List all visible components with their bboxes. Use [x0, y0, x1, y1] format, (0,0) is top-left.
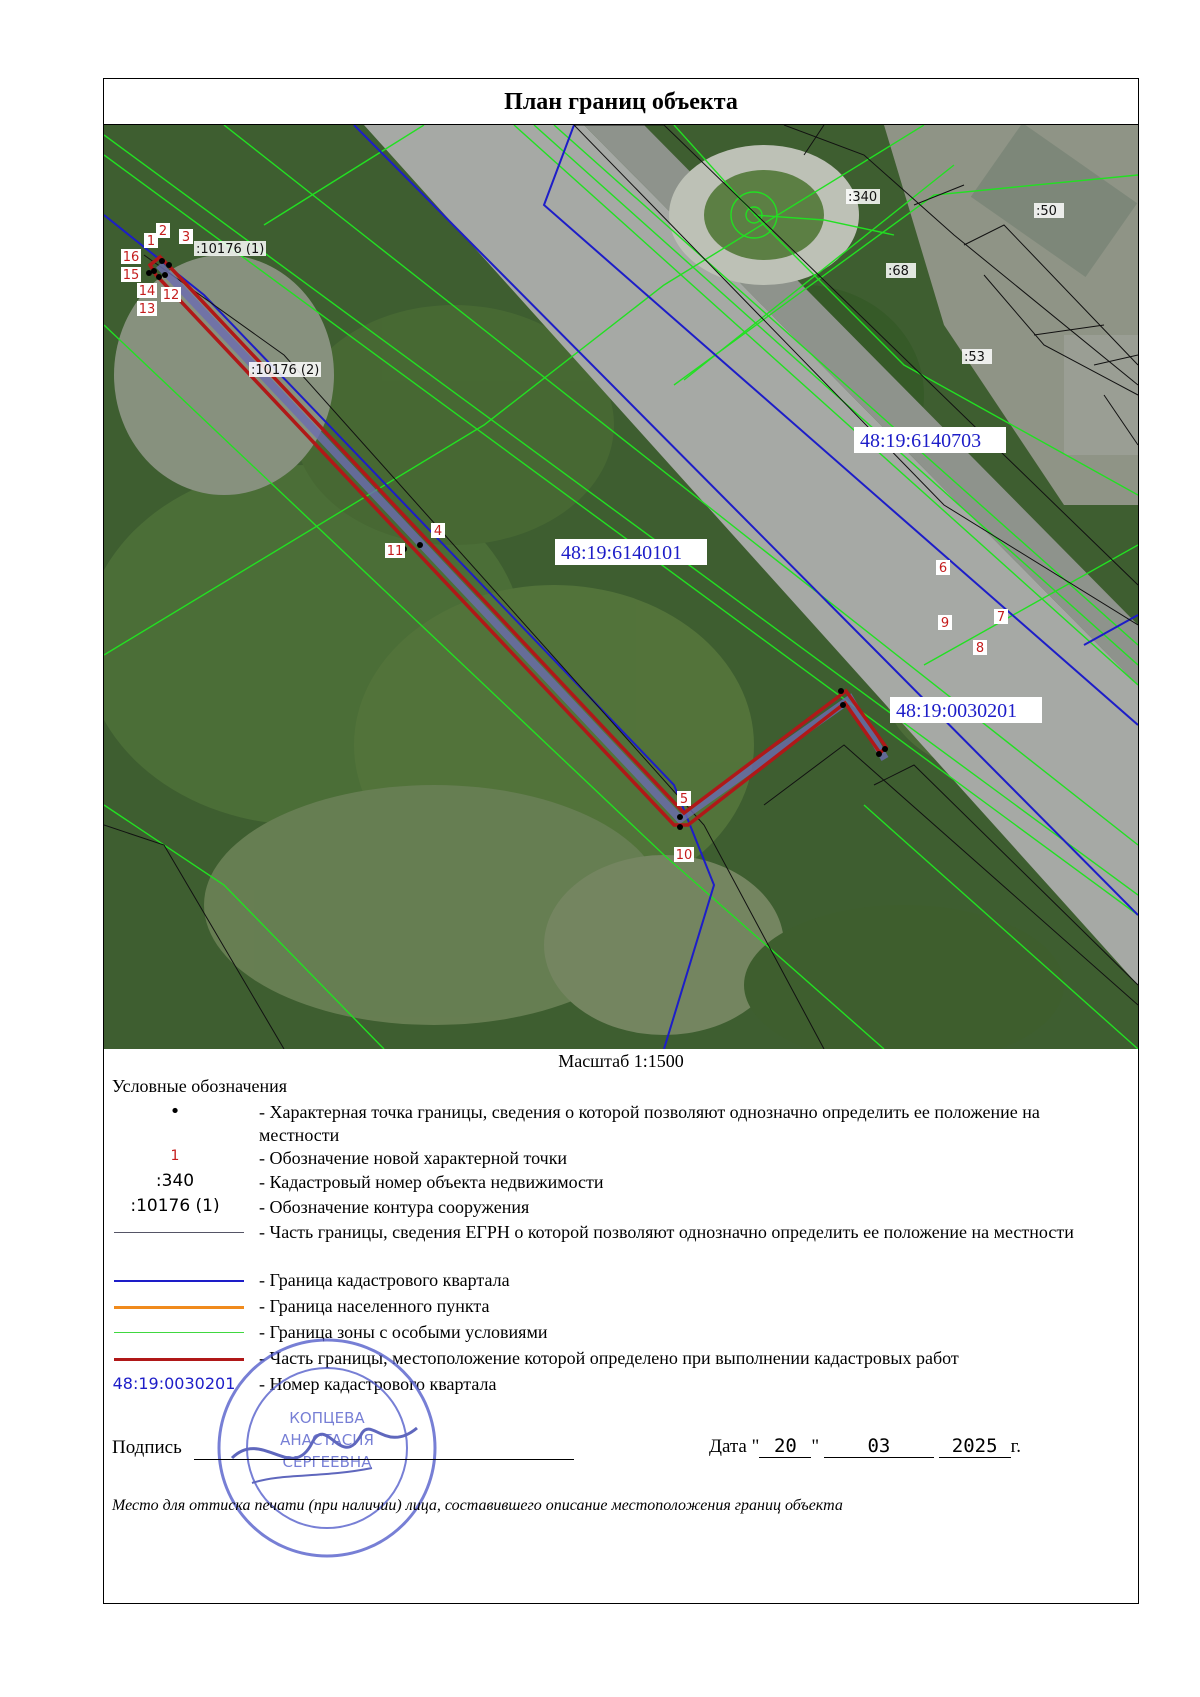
point-label: 1 [146, 234, 156, 249]
document-frame [103, 78, 1139, 1604]
point-label: 12 [162, 288, 180, 303]
legend-row-contour [104, 1196, 1138, 1220]
map-canvas [104, 125, 1138, 1049]
legend-row-point [104, 1101, 1138, 1145]
stamp-line: АНАСТАСИЯ [280, 1431, 374, 1449]
stamp-place-note: Место для оттиска печати (при наличии) лица, составившего описание местоположения границ объекта [112, 1497, 843, 1514]
legend-text: - Характерная точка границы, сведения о которой позволяют однозначно определить ее положение на местности [259, 1102, 1040, 1145]
point-label: 9 [940, 616, 950, 631]
quarter-number-symbol: 48:19:0030201 [112, 1374, 236, 1393]
point-label: 8 [975, 641, 985, 656]
quarter-label: 48:19:0030201 [896, 700, 1018, 722]
scale-label: Масштаб 1:1500 [558, 1051, 684, 1071]
date-quote: " [811, 1436, 820, 1457]
legend-text: - Часть границы, сведения ЕГРН о которой позволяют однозначно определить ее положение на местности [259, 1222, 1074, 1242]
parcel-label: :68 [888, 264, 909, 279]
parcel-label: :53 [964, 350, 985, 365]
page-title: План границ объекта [104, 79, 1138, 125]
legend-row-settlement [104, 1295, 1138, 1319]
legend-row-new-point [104, 1147, 1138, 1171]
point-label: 7 [996, 610, 1006, 625]
point-label: 14 [138, 284, 156, 299]
point-label: 2 [158, 224, 168, 239]
date-label: Дата " [709, 1436, 760, 1457]
point-label: 16 [122, 250, 140, 265]
contour-label: :10176 (1) [196, 242, 265, 257]
legend-text: - Номер кадастрового квартала [259, 1374, 497, 1394]
cadastral-symbol: :340 [155, 1171, 195, 1191]
legend-row-quarter [104, 1269, 1138, 1293]
stamp-seal [212, 1333, 442, 1563]
contour-symbol: :10176 (1) [130, 1196, 220, 1216]
point-label: 3 [181, 230, 191, 245]
quarter-label: 48:19:6140703 [860, 430, 982, 452]
point-label: 10 [675, 848, 693, 863]
point-label: 15 [122, 268, 140, 283]
legend-text: - Обозначение новой характерной точки [259, 1148, 568, 1168]
legend-heading: Условные обозначения [112, 1076, 288, 1096]
signature-label: Подпись [112, 1437, 182, 1458]
map-view[interactable] [104, 125, 1138, 1049]
stamp-line: КОПЦЕВА [289, 1409, 365, 1427]
point-label: 4 [433, 524, 443, 539]
quarter-line-symbol [114, 1280, 244, 1282]
new-point-symbol: 1 [170, 1148, 180, 1164]
date-block [709, 1435, 1021, 1458]
point-symbol: • [169, 1101, 181, 1122]
egrn-line-symbol [114, 1232, 244, 1233]
legend-row-cadastral [104, 1171, 1138, 1195]
contour-label: :10176 (2) [251, 363, 320, 378]
parcel-label: :50 [1036, 204, 1057, 219]
legend-text: - Граница зоны с особыми условиями [259, 1322, 548, 1342]
legend-text: - Обозначение контура сооружения [259, 1197, 530, 1217]
quarter-label: 48:19:6140101 [561, 542, 683, 564]
point-label: 6 [938, 561, 948, 576]
date-year[interactable]: 2025 [939, 1435, 1011, 1458]
legend-text: - Граница населенного пункта [259, 1296, 490, 1316]
legend-text: - Кадастровый номер объекта недвижимости [259, 1172, 604, 1192]
date-month[interactable]: 03 [824, 1435, 934, 1458]
point-label: 13 [138, 302, 156, 317]
plaza-green [704, 170, 824, 260]
stamp-line: СЕРГЕЕВНА [282, 1453, 372, 1471]
date-day[interactable]: 20 [759, 1435, 811, 1458]
point-label: 11 [386, 544, 404, 559]
settlement-line-symbol [114, 1306, 244, 1309]
legend-text: - Часть границы, местоположение которой определено при выполнении кадастровых работ [259, 1348, 959, 1368]
legend-text: - Граница кадастрового квартала [259, 1270, 510, 1290]
legend-row-egrn [104, 1221, 1138, 1245]
point-label: 5 [679, 792, 689, 807]
signature-line[interactable] [194, 1459, 574, 1460]
date-suffix: г. [1010, 1436, 1022, 1457]
parcel-label: :340 [848, 190, 878, 205]
